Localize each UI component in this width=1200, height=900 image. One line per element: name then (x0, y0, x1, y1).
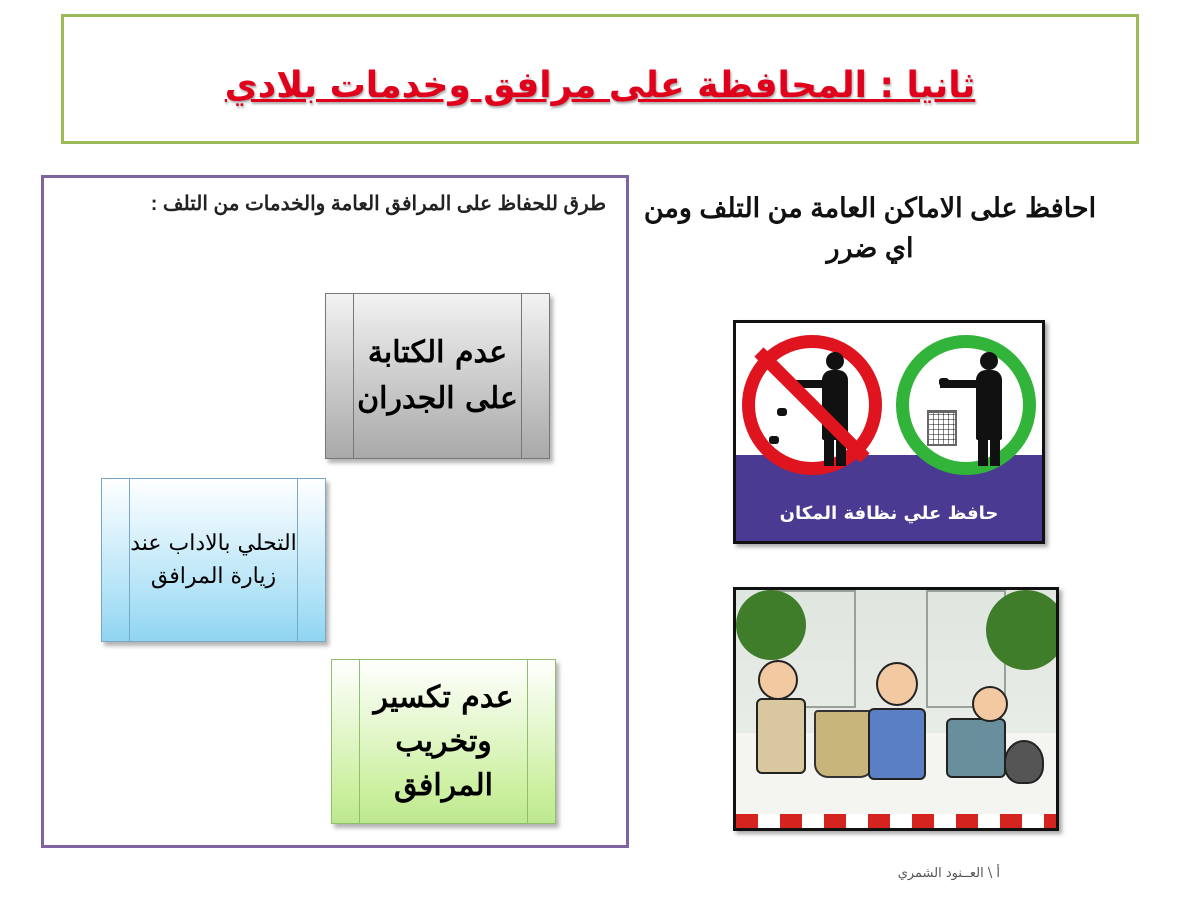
page-title: ثانيا : المحافظة على مرافق وخدمات بلادي (224, 65, 976, 106)
sign-caption: حافظ علي نظافة المكان (779, 503, 999, 524)
method-box-text: عدم تكسير وتخريب المرافق (373, 679, 514, 803)
method-box-no-vandalism (331, 659, 556, 824)
boy-figure (946, 718, 1006, 778)
author-credit: أ \ العــنود الشمري (897, 866, 1000, 881)
children-cleaning-illustration (733, 587, 1059, 831)
method-box-no-writing (325, 293, 550, 459)
prohibited-sign-icon (742, 335, 882, 475)
basket-icon (814, 710, 874, 778)
allowed-sign-icon (896, 335, 1036, 475)
no-littering-sign-icon (733, 320, 1045, 544)
title-banner (61, 14, 1139, 144)
method-box-text: التحلي بالاداب عند زيارة المرافق (130, 531, 297, 589)
method-box-good-manners (101, 478, 326, 642)
girl-figure (868, 708, 926, 780)
main-statement: احافظ على الاماكن العامة من التلف ومن اي ضرر (643, 193, 1097, 263)
boy-figure (756, 698, 806, 774)
method-box-text: عدم الكتابة على الجدران (357, 335, 518, 416)
methods-heading: طرق للحفاظ على المرافق العامة والخدمات من التلف : (150, 193, 606, 215)
trash-bin-icon (927, 410, 957, 446)
garbage-bag-icon (1004, 740, 1044, 784)
